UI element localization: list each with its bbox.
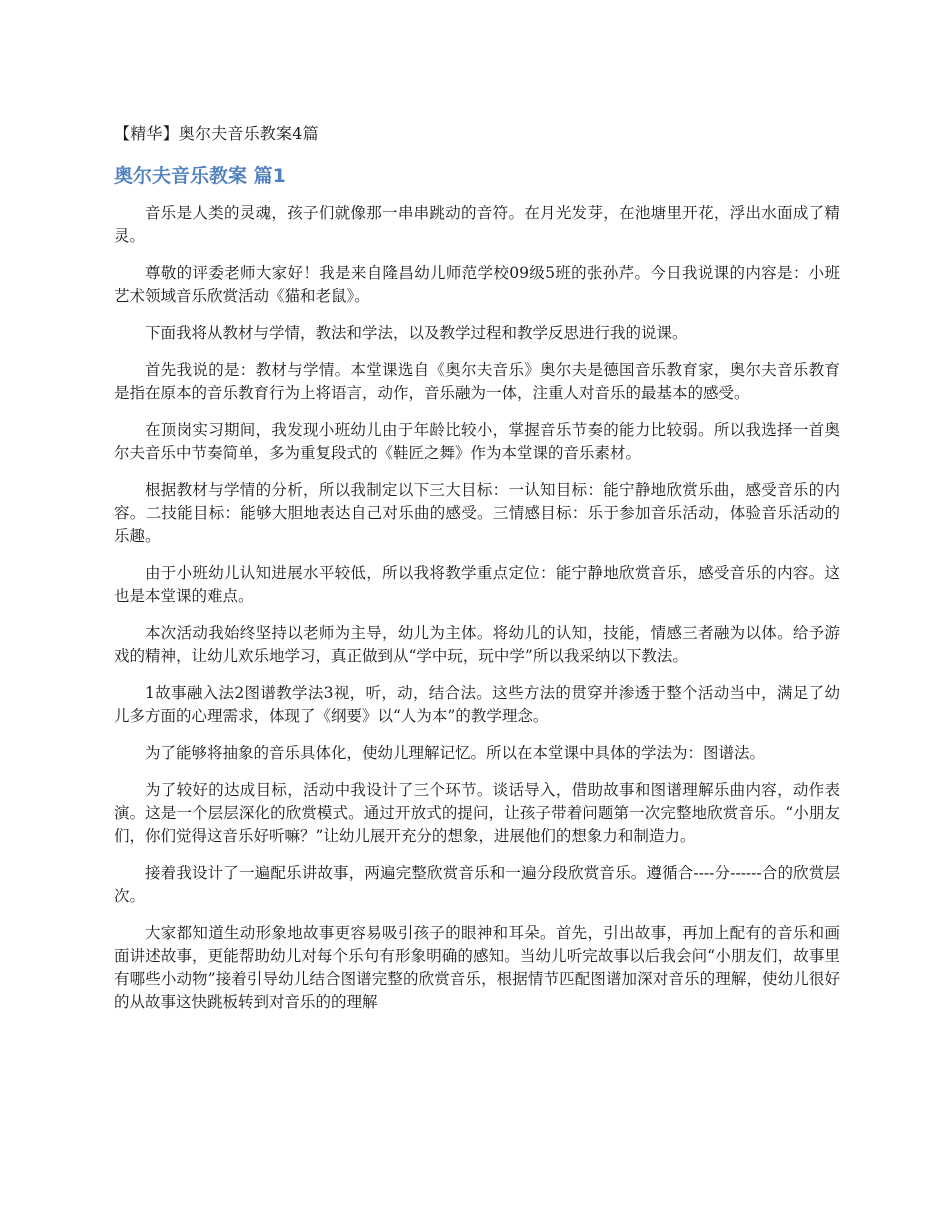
paragraph: 为了较好的达成目标，活动中我设计了三个环节。谈话导入，借助故事和图谱理解乐曲内容，动作表演。这是一个层层深化的欣赏模式。通过开放式的提问，让孩子带着问题第一次完整地欣赏音乐。“小朋友们，你们觉得这音乐好听嘛？”让幼儿展开充分的想象，进展他们的想象力和制造力。 <box>114 781 840 845</box>
paragraph: 大家都知道生动形象地故事更容易吸引孩子的眼神和耳朵。首先，引出故事，再加上配有的音乐和画面讲述故事，更能帮助幼儿对每个乐句有形象明确的感知。当幼儿听完故事以后我会问“小朋友们，故事里有哪些小动物”接着引导幼儿结合图谱完整的欣赏音乐，根据情节匹配图谱加深对音乐的理解，使幼儿很好的从故事这快跳板转到对音乐的的理解 <box>114 924 840 1011</box>
paragraph: 下面我将从教材与学情，教法和学法，以及教学过程和教学反思进行我的说课。 <box>145 324 688 342</box>
paragraph: 本次活动我始终坚持以老师为主导，幼儿为主体。将幼儿的认知，技能，情感三者融为以体。给予游戏的精神，让幼儿欢乐地学习，真正做到从“学中玩，玩中学”所以我采纳以下教法。 <box>114 624 840 665</box>
document-title: 【精华】奥尔夫音乐教案4篇 <box>114 124 319 143</box>
paragraph: 尊敬的评委老师大家好！我是来自隆昌幼儿师范学校09级5班的张孙芹。今日我说课的内容是：小班艺术领域音乐欣赏活动《猫和老鼠》。 <box>114 264 840 305</box>
paragraph: 根据教材与学情的分析，所以我制定以下三大目标：一认知目标：能宁静地欣赏乐曲，感受音乐的内容。二技能目标：能够大胆地表达自己对乐曲的感受。三情感目标：乐于参加音乐活动，体验音乐活动的乐趣。 <box>114 481 840 545</box>
paragraph: 在顶岗实习期间，我发现小班幼儿由于年龄比较小，掌握音乐节奏的能力比较弱。所以我选择一首奥尔夫音乐中节奏简单，多为重复段式的《鞋匠之舞》作为本堂课的音乐素材。 <box>114 421 840 462</box>
paragraph: 音乐是人类的灵魂，孩子们就像那一串串跳动的音符。在月光发芽，在池塘里开花，浮出水面成了精灵。 <box>114 204 840 245</box>
paragraph: 接着我设计了一遍配乐讲故事，两遍完整欣赏音乐和一遍分段欣赏音乐。遵循合----分------合的欣赏层次。 <box>114 864 840 905</box>
paragraph: 首先我说的是：教材与学情。本堂课选自《奥尔夫音乐》奥尔夫是德国音乐教育家，奥尔夫音乐教育是指在原本的音乐教育行为上将语言，动作，音乐融为一体，注重人对音乐的最基本的感受。 <box>114 361 840 402</box>
paragraph: 1故事融入法2图谱教学法3视，听，动，结合法。这些方法的贯穿并渗透于整个活动当中，满足了幼儿多方面的心理需求，体现了《纲要》以“人为本”的教学理念。 <box>114 684 840 725</box>
paragraph: 由于小班幼儿认知进展水平较低，所以我将教学重点定位：能宁静地欣赏音乐，感受音乐的内容。这也是本堂课的难点。 <box>114 564 840 605</box>
paragraph: 为了能够将抽象的音乐具体化，使幼儿理解记忆。所以在本堂课中具体的学法为：图谱法。 <box>145 744 766 762</box>
document-content <box>114 122 840 1028</box>
section-heading: 奥尔夫音乐教案 篇1 <box>114 165 286 187</box>
